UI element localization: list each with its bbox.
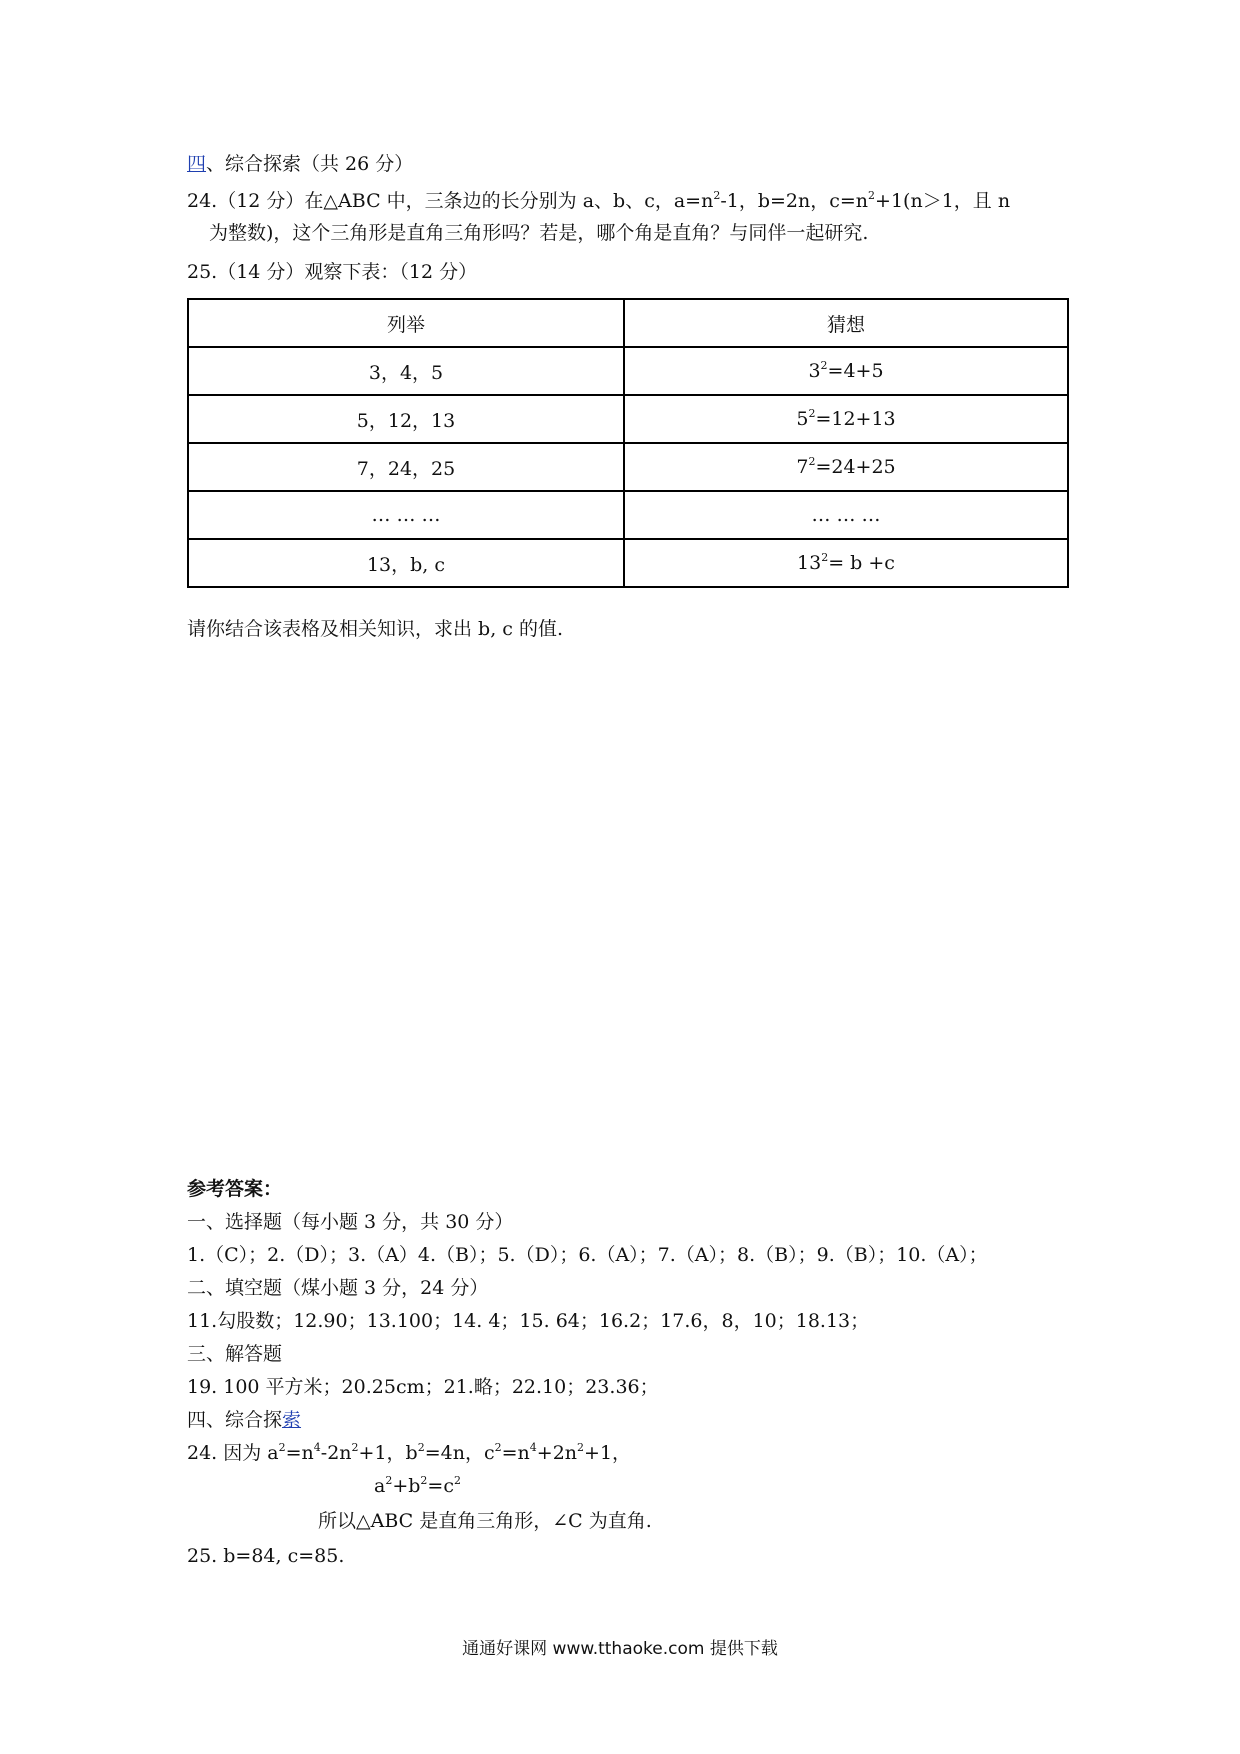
answers-section-4-text: 四、综合探 bbox=[187, 1409, 283, 1431]
row-list: 5，12，13 bbox=[188, 395, 624, 443]
row-guess: $13^2= b +c$ bbox=[624, 539, 1068, 587]
answers-section-2-title: 二、填空题（煤小题 3 分，24 分） bbox=[187, 1277, 489, 1299]
question-25-intro: 25.（14 分）观察下表：（12 分） bbox=[187, 261, 478, 283]
question-24-line-2: 为整数)，这个三角形是直角三角形吗？若是，哪个角是直角？与同伴一起研究. bbox=[209, 222, 869, 244]
answers-section-3-body: 19. 100 平方米；20.25cm；21.略；22.10；23.36； bbox=[187, 1376, 659, 1398]
answers-heading: 参考答案： bbox=[187, 1178, 283, 1200]
table-row bbox=[188, 443, 1068, 491]
row-list: 13，b, c bbox=[188, 539, 624, 587]
answers-section-1-body: 1.（C）；2.（D）；3.（A）4.（B）；5.（D）；6.（A）；7.（A）；8.（B）；9.（B）；10.（A）； bbox=[187, 1244, 988, 1266]
header-guess: 猜想 bbox=[624, 299, 1068, 347]
row-list: … … … bbox=[188, 491, 624, 539]
q24-text-a: 24.（12 分）在△ABC 中，三条边的长分别为 a、b、c，a=n bbox=[187, 190, 714, 212]
table-header-row bbox=[188, 299, 1068, 347]
row-guess: $7^2=24+25$ bbox=[624, 443, 1068, 491]
page-footer: 通通好课网 www.tthaoke.com 提供下载 bbox=[462, 1639, 778, 1659]
header-list: 列举 bbox=[188, 299, 624, 347]
question-24-line-1 bbox=[187, 189, 1010, 213]
table-row bbox=[188, 347, 1068, 395]
section-4-link[interactable]: 四 bbox=[187, 153, 207, 175]
q24-text-c: +1(n＞1，且 n bbox=[875, 190, 1011, 212]
answer-25: 25. b=84, c=85. bbox=[187, 1545, 345, 1567]
answers-section-3-title: 三、解答题 bbox=[187, 1343, 283, 1365]
row-list: 7，24，25 bbox=[188, 443, 624, 491]
table-row bbox=[188, 395, 1068, 443]
row-guess: $3^2=4+5$ bbox=[624, 347, 1068, 395]
observation-table bbox=[187, 298, 1069, 588]
q24-exp-a: 2 bbox=[713, 188, 721, 202]
q24-text-b: -1，b=2n，c=n bbox=[720, 190, 869, 212]
answer-24-line-1: 24. 因为 $a^2=n^4-2n^2+1$，$b^2=4n$，$c^2=n^4+2n^2+1$， bbox=[187, 1440, 632, 1464]
answers-section-2-body: 11.勾股数；12.90；13.100；14. 4；15. 64；16.2；17.6，8，10；18.13； bbox=[187, 1310, 870, 1332]
answers-section-1-title: 一、选择题（每小题 3 分，共 30 分） bbox=[187, 1211, 514, 1233]
section-4-title bbox=[187, 152, 413, 176]
answer-24-equation: $a^2+b^2=c^2$ bbox=[374, 1473, 461, 1497]
answers-section-4-title bbox=[187, 1408, 301, 1432]
row-guess: $5^2=12+13$ bbox=[624, 395, 1068, 443]
table-row bbox=[188, 491, 1068, 539]
q24-exp-c: 2 bbox=[868, 188, 876, 202]
question-25-prompt: 请你结合该表格及相关知识，求出 b, c 的值. bbox=[187, 618, 564, 640]
answers-section-4-link[interactable]: 索 bbox=[282, 1409, 302, 1431]
table-row bbox=[188, 539, 1068, 587]
row-list: 3，4，5 bbox=[188, 347, 624, 395]
section-4-title-text: 、综合探索（共 26 分） bbox=[206, 153, 414, 175]
row-guess: … … … bbox=[624, 491, 1068, 539]
answer-24-conclusion: 所以△ABC 是直角三角形，∠C 为直角. bbox=[318, 1510, 652, 1532]
